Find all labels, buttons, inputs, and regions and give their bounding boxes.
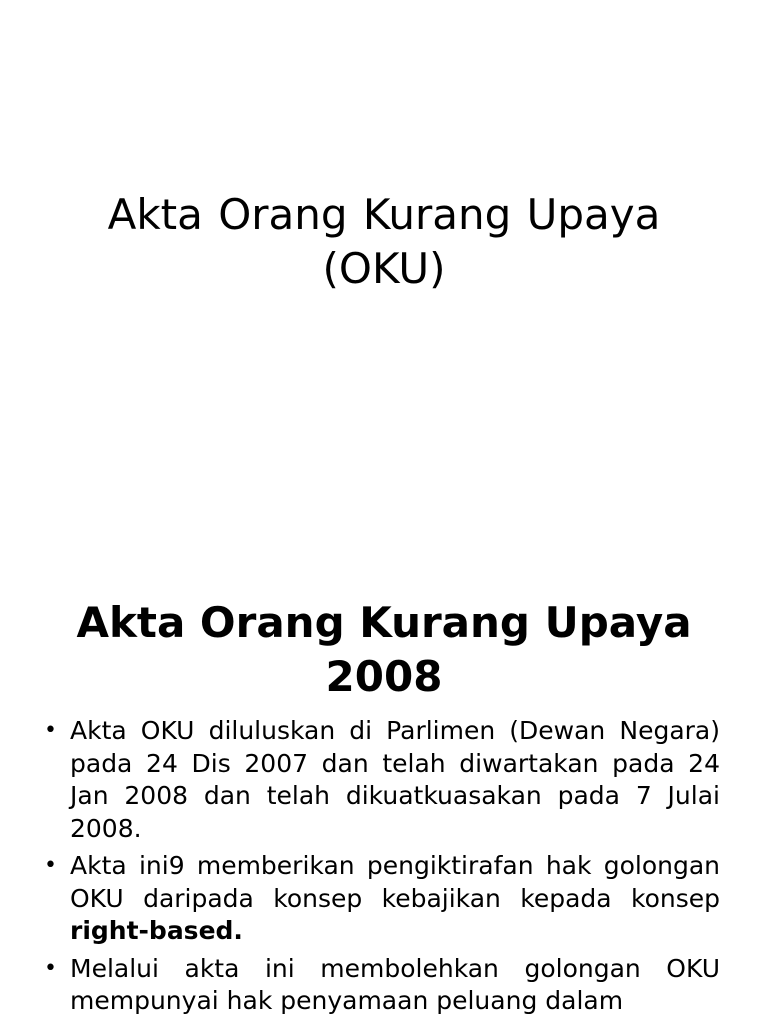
slide-title-line-2: (OKU) [322,244,446,293]
bullet-text: Akta OKU diluluskan di Parlimen (Dewan Negara) pada 24 Dis 2007 dan telah diwartakan pada 24 Jan 2008 dan telah dikuatkuasakan pada 7 Julai 2008. [70,716,720,843]
bullet-list [42,715,720,1023]
content-slide-title-line-2: 2008 [325,652,443,701]
bullet-item [42,850,720,948]
bullet-bold-term: right-based. [70,916,243,945]
slide-title-line-1: Akta Orang Kurang Upaya [107,190,661,239]
content-slide-title-line-1: Akta Orang Kurang Upaya [76,598,692,647]
bullet-item [42,715,720,845]
slide-title [40,188,728,296]
content-slide [0,576,768,1024]
bullet-text: Melalui akta ini membolehkan golongan OKU mempunyai hak penyamaan peluang dalam [70,953,720,1015]
content-slide-title [40,596,728,704]
bullet-icon: • [44,955,57,981]
bullet-icon: • [44,853,57,878]
bullet-icon: • [44,718,57,743]
bullet-item [42,953,720,1018]
bullet-text: Akta ini9 memberikan pengiktirafan hak golongan OKU daripada konsep kebajikan kepada konsep [70,851,720,913]
